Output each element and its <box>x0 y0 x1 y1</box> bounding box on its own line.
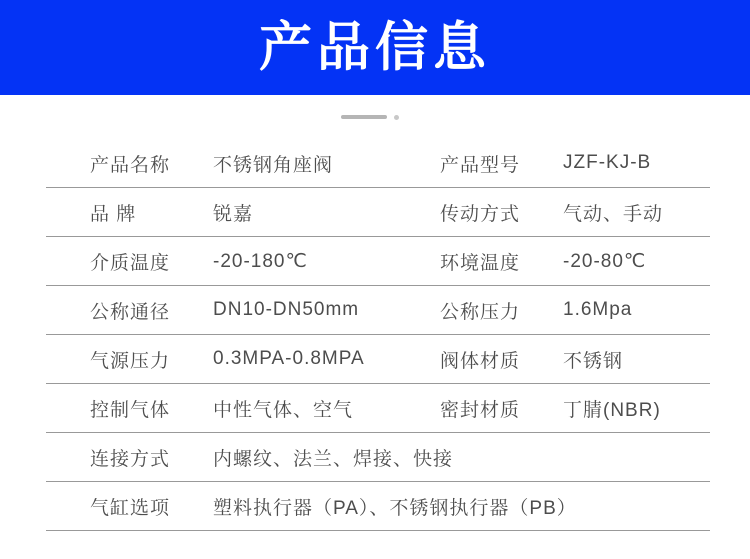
table-row <box>46 335 710 384</box>
spec-label: 产品名称 <box>90 154 171 176</box>
spec-label: 产品型号 <box>440 154 521 176</box>
spec-value: 不锈钢 <box>563 350 624 372</box>
divider-line-shape <box>341 115 387 119</box>
table-row <box>46 286 710 335</box>
spec-label: 气缸选项 <box>90 497 171 519</box>
spec-label: 传动方式 <box>440 203 521 225</box>
spec-label: 气源压力 <box>90 350 171 372</box>
table-row <box>46 384 710 433</box>
page-title: 产品信息 <box>259 19 491 77</box>
table-row <box>46 482 710 531</box>
spec-value: 塑料执行器（PA）、不锈钢执行器（PB） <box>213 497 577 519</box>
spec-label: 密封材质 <box>440 399 521 421</box>
spec-value: 气动、手动 <box>563 203 664 225</box>
spec-value: 1.6Mpa <box>563 299 633 320</box>
spec-value: 中性气体、空气 <box>213 399 354 421</box>
spec-label: 品 牌 <box>90 203 137 225</box>
spec-label: 环境温度 <box>440 252 521 274</box>
spec-value: 0.3MPA-0.8MPA <box>213 348 365 369</box>
divider-dot-shape <box>394 115 399 120</box>
table-row <box>46 433 710 482</box>
spec-value: -20-80℃ <box>563 250 647 272</box>
title-divider <box>0 95 745 139</box>
spec-label: 控制气体 <box>90 399 171 421</box>
table-row <box>46 188 710 237</box>
header-banner <box>0 0 750 95</box>
spec-label: 介质温度 <box>90 252 171 274</box>
spec-label: 阀体材质 <box>440 350 521 372</box>
spec-value: 锐嘉 <box>213 203 254 225</box>
spec-value: DN10-DN50mm <box>213 299 360 320</box>
spec-value: 不锈钢角座阀 <box>213 154 334 176</box>
spec-value: 内螺纹、法兰、焊接、快接 <box>213 448 454 470</box>
spec-value: 丁腈(NBR) <box>563 399 661 421</box>
table-row <box>46 139 710 188</box>
table-row <box>46 237 710 286</box>
spec-value: -20-180℃ <box>213 250 308 272</box>
spec-label: 公称通径 <box>90 301 171 323</box>
spec-label: 连接方式 <box>90 448 171 470</box>
spec-table <box>46 139 710 531</box>
spec-label: 公称压力 <box>440 301 521 323</box>
spec-value: JZF-KJ-B <box>563 152 652 173</box>
